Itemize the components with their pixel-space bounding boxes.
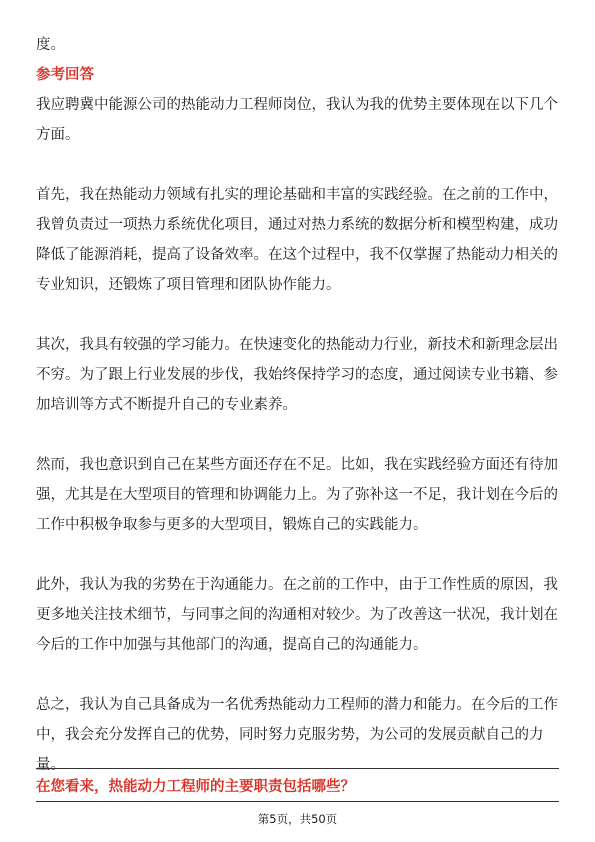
paragraph-line: 今后的工作中加强与其他部门的沟通，提高自己的沟通能力。 <box>36 637 428 653</box>
paragraph-additionally <box>36 570 559 660</box>
paragraph-line: 专业知识，还锻炼了项目管理和团队协作能力。 <box>36 277 341 293</box>
section-divider-bottom <box>36 801 559 802</box>
section-divider-top <box>36 768 559 769</box>
paragraph-line: 强，尤其是在大型项目的管理和协调能力上。为了弥补这一不足，我计划在今后的 <box>36 487 558 503</box>
paragraph-line: 降低了能源消耗，提高了设备效率。在这个过程中，我不仅掌握了热能动力相关的 <box>36 247 558 263</box>
paragraph-line: 我应聘冀中能源公司的热能动力工程师岗位，我认为我的优势主要体现在以下几个 <box>36 97 558 113</box>
paragraph-line: 首先，我在热能动力领域有扎实的理论基础和丰富的实践经验。在之前的工作中， <box>36 187 558 203</box>
answer-heading: 参考回答 <box>36 67 94 83</box>
paragraph-intro <box>36 90 559 150</box>
paragraph-line: 中，我会充分发挥自己的优势，同时努力克服劣势，为公司的发展贡献自己的力 <box>36 727 544 743</box>
paragraph-conclusion <box>36 690 559 780</box>
paragraph-line: 我曾负责过一项热力系统优化项目，通过对热力系统的数据分析和模型构建，成功 <box>36 217 558 233</box>
paragraph-line: 然而，我也意识到自己在某些方面还存在不足。比如，我在实践经验方面还有待加 <box>36 457 558 473</box>
continued-text: 度。 <box>36 37 65 53</box>
paragraph-line: 工作中积极争取参与更多的大型项目，锻炼自己的实践能力。 <box>36 517 428 533</box>
paragraph-line: 加培训等方式不断提升自己的专业素养。 <box>36 397 297 413</box>
paragraph-second <box>36 330 559 420</box>
paragraph-line: 不穷。为了跟上行业发展的步伐，我始终保持学习的态度，通过阅读专业书籍、参 <box>36 367 558 383</box>
paragraph-line: 其次，我具有较强的学习能力。在快速变化的热能动力行业，新技术和新理念层出 <box>36 337 558 353</box>
paragraph-line: 量。 <box>36 757 65 773</box>
paragraph-however <box>36 450 559 540</box>
page-footer: 第5页，共50页 <box>257 812 338 826</box>
paragraph-line: 总之，我认为自己具备成为一名优秀热能动力工程师的潜力和能力。在今后的工作 <box>36 697 558 713</box>
page-content <box>36 30 559 810</box>
paragraph-line: 更多地关注技术细节，与同事之间的沟通相对较少。为了改善这一状况，我计划在 <box>36 607 558 623</box>
paragraph-line: 方面。 <box>36 127 80 143</box>
paragraph-first <box>36 180 559 300</box>
next-question: 在您看来，热能动力工程师的主要职责包括哪些？ <box>36 779 355 795</box>
paragraph-line: 此外，我认为我的劣势在于沟通能力。在之前的工作中，由于工作性质的原因，我 <box>36 577 558 593</box>
